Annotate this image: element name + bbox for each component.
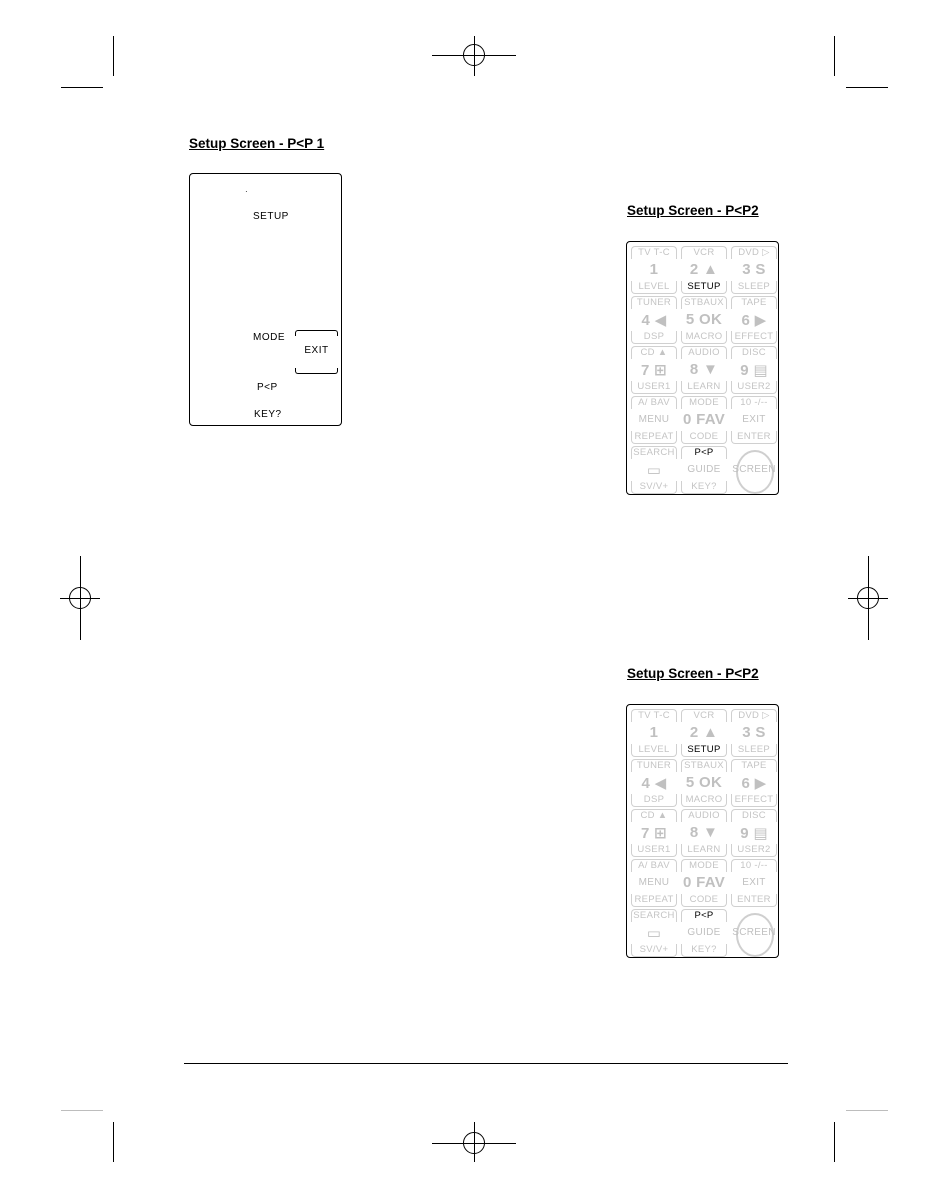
key-bottom-label: DSP [643, 794, 665, 805]
key-top-label: CD ▲ [640, 810, 668, 821]
remote-key[interactable] [730, 709, 778, 759]
remote-key[interactable] [630, 446, 678, 496]
key-top-label: AUDIO [688, 810, 720, 821]
key-main-label: 1 [649, 724, 659, 741]
exit-label: EXIT [304, 345, 329, 356]
key-bottom-label: CODE [689, 431, 719, 442]
key-main-label: ▭ [646, 925, 662, 942]
setup-screen-panel [189, 173, 342, 426]
remote-key[interactable] [730, 909, 778, 959]
remote-key[interactable] [730, 809, 778, 859]
key-top-label: MODE [689, 397, 719, 408]
key-bottom-label: SV/V+ [639, 481, 669, 492]
remote-key[interactable] [680, 296, 728, 346]
key-bottom-label: MACRO [685, 331, 723, 342]
remote-key[interactable] [630, 709, 678, 759]
key-bottom-label: ENTER [737, 894, 771, 905]
remote-key[interactable] [680, 909, 728, 959]
remote-key[interactable] [630, 296, 678, 346]
key-main-label: 7 ⊞ [641, 825, 667, 842]
page-footer-rule [184, 1063, 788, 1064]
key-top-label: 10 -/-- [740, 397, 768, 408]
key-main-label: SCREEN [732, 927, 776, 938]
key-top-label: AUDIO [688, 347, 720, 358]
remote-key[interactable] [730, 346, 778, 396]
key-top-label: 10 -/-- [740, 860, 768, 871]
key-top-label: A/ BAV [638, 397, 670, 408]
exit-key[interactable] [295, 330, 338, 374]
key-main-label: 4 ◀ [641, 312, 667, 329]
key-bottom-label: SETUP [687, 281, 721, 292]
key-main-label: MENU [638, 414, 670, 425]
key-bottom-label: SV/V+ [639, 944, 669, 955]
mode-label: MODE [253, 332, 285, 343]
crop-mark [846, 1110, 888, 1111]
key-top-label: STBAUX [684, 297, 724, 308]
key-main-label: 2 ▲ [689, 261, 719, 278]
key-main-label: 5 OK [685, 774, 723, 791]
key-top-label: CD ▲ [640, 347, 668, 358]
key-main-label: EXIT [742, 414, 766, 425]
key-main-label: 0 FAV [682, 411, 726, 428]
key-main-label: 3 S [742, 724, 766, 741]
key-bottom-label: USER2 [737, 844, 771, 855]
key-main-label: 9 ▤ [740, 362, 768, 379]
key-top-label: DISC [742, 347, 766, 358]
key-bottom-label: LEVEL [638, 281, 670, 292]
key-bottom-label: LEVEL [638, 744, 670, 755]
registration-circle-icon [463, 44, 485, 66]
key-main-label: 6 ▶ [741, 775, 767, 792]
remote-keypad-panel [626, 241, 779, 495]
key-top-label: VCR [693, 710, 715, 721]
remote-key[interactable] [680, 759, 728, 809]
key-top-label: TAPE [741, 297, 767, 308]
remote-key[interactable] [630, 396, 678, 446]
key-bottom-label: DSP [643, 331, 665, 342]
remote-key[interactable] [680, 396, 728, 446]
remote-key[interactable] [730, 759, 778, 809]
key-bottom-label: USER2 [737, 381, 771, 392]
pip-label: P<P [257, 382, 278, 393]
key-main-label: 5 OK [685, 311, 723, 328]
key-bottom-label: SLEEP [737, 744, 771, 755]
remote-keypad-panel [626, 704, 779, 958]
remote-key[interactable] [630, 759, 678, 809]
registration-circle-icon [857, 587, 879, 609]
key-bottom-label: USER1 [637, 844, 671, 855]
remote-key[interactable] [730, 396, 778, 446]
registration-circle-icon [463, 1132, 485, 1154]
key-bottom-label: ENTER [737, 431, 771, 442]
remote-key[interactable] [630, 246, 678, 296]
key-bottom-label: EFFECT [734, 794, 774, 805]
key-main-label: 4 ◀ [641, 775, 667, 792]
remote-key[interactable] [630, 809, 678, 859]
key-main-label: 9 ▤ [740, 825, 768, 842]
crop-mark [61, 87, 103, 88]
key-bottom-label: MACRO [685, 794, 723, 805]
section-heading: Setup Screen - P<P 1 [189, 136, 325, 151]
key-main-label: 8 ▼ [689, 361, 719, 378]
remote-key[interactable] [630, 346, 678, 396]
crop-mark [834, 36, 835, 76]
remote-key[interactable] [680, 446, 728, 496]
key-main-label: 0 FAV [682, 874, 726, 891]
key-top-label: DVD ▷ [738, 247, 770, 258]
key-bottom-label: SLEEP [737, 281, 771, 292]
key-bottom-label: SETUP [687, 744, 721, 755]
remote-key[interactable] [730, 246, 778, 296]
key-main-label: 7 ⊞ [641, 362, 667, 379]
keypad-grid [630, 246, 778, 496]
key-main-label: EXIT [742, 877, 766, 888]
key-bottom-label: KEY? [691, 481, 717, 492]
remote-key[interactable] [730, 296, 778, 346]
key-top-label: A/ BAV [638, 860, 670, 871]
key-top-label: TUNER [636, 297, 672, 308]
crop-mark [113, 36, 114, 76]
key-main-label: SCREEN [732, 464, 776, 475]
key-main-label: 3 S [742, 261, 766, 278]
crop-mark [846, 87, 888, 88]
key-main-label: 8 ▼ [689, 824, 719, 841]
crop-mark [113, 1122, 114, 1162]
key-top-label: SEARCH [633, 910, 675, 921]
key-top-label: MODE [689, 860, 719, 871]
key-top-label: TV T-C [638, 247, 670, 258]
remote-key[interactable] [680, 859, 728, 909]
key-top-label: P<P [694, 447, 714, 458]
key-top-label: SEARCH [633, 447, 675, 458]
key-bottom-label: LEARN [687, 381, 721, 392]
key-main-label: GUIDE [687, 464, 721, 475]
key-top-label: TV T-C [638, 710, 670, 721]
key-top-label: DVD ▷ [738, 710, 770, 721]
key-bottom-label: REPEAT [634, 894, 674, 905]
key-label: KEY? [254, 409, 282, 420]
key-top-label: VCR [693, 247, 715, 258]
key-top-label: TUNER [636, 760, 672, 771]
key-main-label: ▭ [646, 462, 662, 479]
key-bottom-label: REPEAT [634, 431, 674, 442]
key-bottom-label: USER1 [637, 381, 671, 392]
remote-key[interactable] [630, 909, 678, 959]
remote-key[interactable] [680, 246, 728, 296]
section-heading: Setup Screen - P<P2 [627, 203, 759, 218]
remote-key[interactable] [730, 446, 778, 496]
key-bottom-label: EFFECT [734, 331, 774, 342]
remote-key[interactable] [730, 859, 778, 909]
key-bottom-label: CODE [689, 894, 719, 905]
key-top-label: STBAUX [684, 760, 724, 771]
dot-mark: · [245, 187, 249, 196]
setup-label: SETUP [253, 211, 289, 222]
key-main-label: 1 [649, 261, 659, 278]
section-heading: Setup Screen - P<P2 [627, 666, 759, 681]
crop-mark [61, 1110, 103, 1111]
registration-circle-icon [69, 587, 91, 609]
keypad-grid [630, 709, 778, 959]
key-top-label: P<P [694, 910, 714, 921]
remote-key[interactable] [680, 346, 728, 396]
key-main-label: 6 ▶ [741, 312, 767, 329]
remote-key[interactable] [680, 709, 728, 759]
crop-mark [834, 1122, 835, 1162]
remote-key[interactable] [680, 809, 728, 859]
key-main-label: 2 ▲ [689, 724, 719, 741]
key-top-label: TAPE [741, 760, 767, 771]
key-main-label: MENU [638, 877, 670, 888]
key-top-label: DISC [742, 810, 766, 821]
key-bottom-label: KEY? [691, 944, 717, 955]
remote-key[interactable] [630, 859, 678, 909]
key-bottom-label: LEARN [687, 844, 721, 855]
key-main-label: GUIDE [687, 927, 721, 938]
